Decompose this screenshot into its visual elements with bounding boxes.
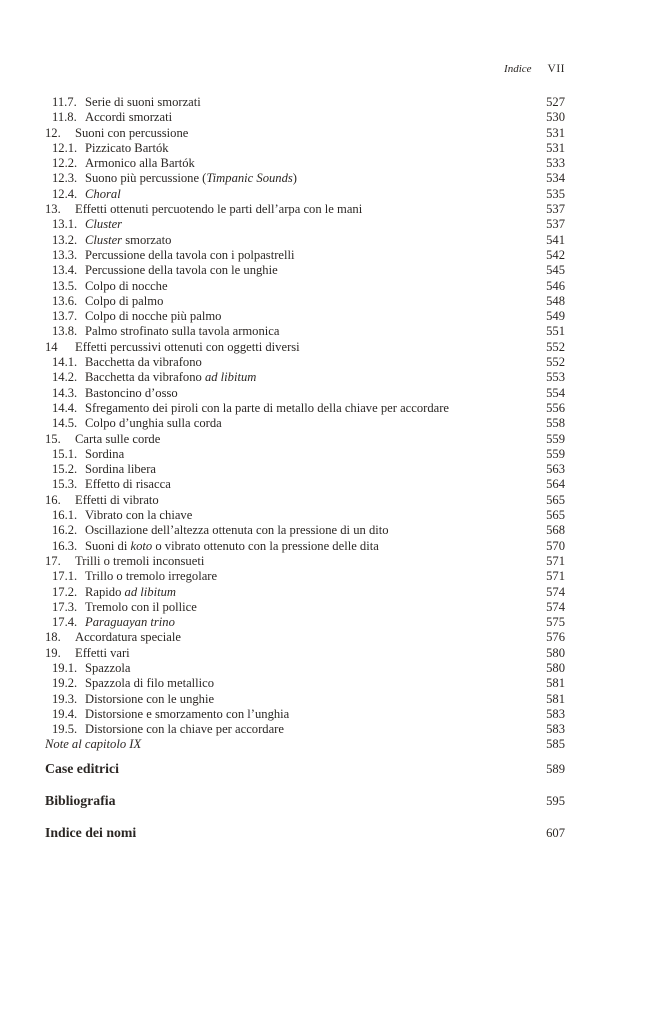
toc-row [45,95,565,110]
toc-row [45,386,565,401]
toc-entry-number: 13.3. [52,247,78,262]
toc-entry-title: Pizzicato Bartók [85,140,169,155]
toc-entry-number: 13.1. [52,217,78,232]
toc-entry-number: 16. [45,492,61,507]
toc-entry-page: 568 [546,523,565,538]
toc-entry-page: 559 [546,431,565,446]
toc-entry-page: 535 [546,186,565,201]
toc-row [45,401,565,416]
toc-entry-title: Distorsione con le unghie [85,691,215,706]
toc-entry-number: 19.2. [52,676,78,691]
toc-entry-number: 13.5. [52,278,78,293]
toc-row [45,661,565,676]
toc-entry-page: 585 [546,737,565,752]
toc-entry-title: Suoni di koto o vibrato ottenuto con la pressione delle dita [85,538,379,553]
toc-entry-title: Oscillazione dell’altezza ottenuta con la pressione di un dito [85,523,389,538]
toc-entry-title: Suono più percussione (Timpanic Sounds) [85,171,297,186]
toc-entry-title: Percussione della tavola con le unghie [85,263,278,278]
toc-entry-number: 16.1. [52,508,78,523]
toc-entry-page: 580 [546,645,565,660]
back-matter-page: 589 [546,762,565,776]
toc-entry-title: Sordina libera [85,462,156,477]
toc-row [45,324,565,339]
toc-entry-title: Palmo strofinato sulla tavola armonica [85,324,280,339]
toc-entry-title: Paraguayan trino [85,615,175,630]
toc-row [45,355,565,370]
toc-entry-title: Trillo o tremolo irregolare [85,569,218,584]
toc-row [45,615,565,630]
toc-entry-number: 19.3. [52,691,78,706]
toc-entry-page: 527 [546,95,565,109]
toc-entry-title: Bacchetta da vibrafono [85,355,202,370]
toc-entry-page: 541 [546,232,565,247]
running-title: Indice [504,63,532,75]
toc-entry-title: Cluster [85,217,123,232]
toc-entry-number: 13.8. [52,324,78,339]
toc-entry-page: 554 [546,385,565,400]
toc-entry-title: Effetti vari [75,645,130,660]
back-matter-page: 595 [546,794,565,808]
toc-entry-title: Note al capitolo IX [45,737,142,752]
toc-entry-number: 14.5. [52,416,78,431]
toc-row [45,722,565,737]
toc-entry-page: 545 [546,263,565,278]
toc-row [45,585,565,600]
toc-row [45,126,565,141]
toc-row [45,110,565,125]
toc-entry-page: 574 [546,599,565,614]
toc-entry-title: Bastoncino d’osso [85,385,178,400]
back-matter-row [45,793,565,809]
toc-entry-title: Bacchetta da vibrafono ad libitum [85,370,257,385]
toc-entry-title: Vibrato con la chiave [85,508,193,523]
toc-row [45,737,565,752]
toc-row [45,370,565,385]
toc-entry-number: 17.3. [52,599,78,614]
toc-entry-title: Distorsione con la chiave per accordare [85,722,284,737]
toc-entry-number: 15.1. [52,446,78,461]
toc-row [45,279,565,294]
toc-row [45,707,565,722]
toc-entry-number: 14.4. [52,400,78,415]
toc-row [45,156,565,171]
toc-entry-number: 19. [45,645,61,660]
toc-entry-number: 13.2. [52,232,78,247]
toc-entry-title: Colpo di palmo [85,293,164,308]
toc-entry-title: Accordi smorzati [85,110,173,125]
back-matter-label: Indice dei nomi [45,825,137,840]
toc-entry-number: 19.1. [52,660,78,675]
toc-entry-page: 553 [546,370,565,385]
toc-entry-title: Spazzola [85,660,131,675]
toc-entry-number: 13.7. [52,309,78,324]
toc-row [45,523,565,538]
back-matter-row [45,825,565,841]
back-matter-list [45,761,565,857]
toc-entry-page: 531 [546,140,565,155]
toc-list [45,95,565,753]
toc-entry-page: 581 [546,691,565,706]
toc-entry-number: 13. [45,202,61,217]
toc-row [45,462,565,477]
toc-row [45,217,565,232]
toc-entry-title: Effetti di vibrato [75,492,159,507]
folio-page-number: VII [547,63,565,75]
back-matter-label: Case editrici [45,761,119,776]
toc-entry-number: 16.3. [52,538,78,553]
toc-entry-page: 565 [546,508,565,523]
toc-entry-number: 12. [45,125,61,140]
toc-entry-number: 11.8. [52,110,77,125]
toc-entry-number: 19.5. [52,722,78,737]
toc-row [45,263,565,278]
toc-entry-number: 12.4. [52,186,78,201]
toc-entry-title: Rapido ad libitum [85,584,176,599]
toc-entry-page: 564 [546,477,565,492]
toc-entry-number: 15. [45,431,61,446]
toc-entry-number: 13.4. [52,263,78,278]
toc-entry-page: 531 [546,125,565,140]
toc-entry-title: Choral [85,186,121,201]
toc-entry-page: 537 [546,202,565,217]
toc-row [45,569,565,584]
toc-entry-page: 551 [546,324,565,339]
toc-entry-page: 565 [546,492,565,507]
toc-row [45,676,565,691]
toc-entry-title: Carta sulle corde [75,431,161,446]
toc-entry-title: Armonico alla Bartók [85,156,195,171]
page-header [45,63,565,75]
toc-entry-page: 570 [546,538,565,553]
toc-entry-title: Distorsione e smorzamento con l’unghia [85,706,290,721]
toc-entry-page: 533 [546,156,565,171]
toc-entry-number: 15.2. [52,462,78,477]
toc-row [45,294,565,309]
toc-row [45,477,565,492]
toc-entry-title: Percussione della tavola con i polpastrelli [85,247,295,262]
toc-entry-page: 559 [546,446,565,461]
back-matter-label: Bibliografia [45,793,116,808]
toc-entry-number: 11.7. [52,95,77,109]
toc-entry-page: 571 [546,569,565,584]
toc-entry-number: 17.1. [52,569,78,584]
toc-entry-page: 552 [546,355,565,370]
toc-entry-page: 571 [546,553,565,568]
toc-entry-number: 16.2. [52,523,78,538]
toc-entry-title: Sordina [85,446,125,461]
toc-entry-number: 12.2. [52,156,78,171]
toc-entry-page: 530 [546,110,565,125]
toc-entry-page: 556 [546,400,565,415]
toc-entry-title: Sfregamento dei piroli con la parte di metallo della chiave per accordare [85,400,450,415]
toc-entry-title: Suoni con percussione [75,125,189,140]
toc-entry-title: Effetto di risacca [85,477,171,492]
toc-row [45,171,565,186]
toc-entry-page: 549 [546,309,565,324]
toc-row [45,233,565,248]
toc-entry-title: Colpo di nocche [85,278,168,293]
toc-entry-title: Effetti percussivi ottenuti con oggetti diversi [75,339,300,354]
toc-entry-number: 17.2. [52,584,78,599]
toc-entry-number: 18. [45,630,61,645]
toc-row [45,447,565,462]
toc-row [45,309,565,324]
toc-entry-page: 581 [546,676,565,691]
toc-entry-page: 583 [546,722,565,737]
toc-entry-title: Colpo di nocche più palmo [85,309,222,324]
toc-entry-title: Colpo d’unghia sulla corda [85,416,222,431]
toc-entry-page: 583 [546,706,565,721]
toc-entry-number: 13.6. [52,293,78,308]
toc-row [45,416,565,431]
toc-entry-number: 14.1. [52,355,78,370]
toc-entry-number: 12.3. [52,171,78,186]
toc-entry-number: 17.4. [52,615,78,630]
toc-entry-page: 552 [546,339,565,354]
toc-row [45,432,565,447]
toc-entry-page: 542 [546,247,565,262]
toc-entry-number: 15.3. [52,477,78,492]
toc-entry-title: Effetti ottenuti percuotendo le parti dell’arpa con le mani [75,202,363,217]
back-matter-page: 607 [546,826,565,840]
toc-entry-number: 14.3. [52,385,78,400]
toc-entry-title: Trilli o tremoli inconsueti [75,553,205,568]
toc-row [45,554,565,569]
toc-row [45,539,565,554]
toc-entry-title: Serie di suoni smorzati [85,95,201,109]
toc-row [45,248,565,263]
toc-row [45,493,565,508]
toc-entry-page: 574 [546,584,565,599]
toc-entry-page: 546 [546,278,565,293]
toc-row [45,187,565,202]
toc-entry-page: 575 [546,615,565,630]
toc-entry-number: 14 [45,339,58,354]
toc-row [45,646,565,661]
toc-row [45,692,565,707]
back-matter-row [45,761,565,777]
toc-row [45,340,565,355]
toc-entry-title: Spazzola di filo metallico [85,676,215,691]
toc-row [45,141,565,156]
toc-entry-page: 534 [546,171,565,186]
toc-entry-title: Cluster smorzato [85,232,172,247]
toc-entry-page: 548 [546,293,565,308]
toc-entry-page: 537 [546,217,565,232]
toc-row [45,600,565,615]
toc-entry-number: 19.4. [52,706,78,721]
toc-entry-page: 563 [546,462,565,477]
toc-entry-page: 576 [546,630,565,645]
toc-row [45,508,565,523]
toc-entry-page: 580 [546,660,565,675]
toc-entry-title: Accordatura speciale [75,630,181,645]
toc-row [45,202,565,217]
toc-entry-page: 558 [546,416,565,431]
toc-entry-number: 12.1. [52,140,78,155]
toc-entry-number: 14.2. [52,370,78,385]
toc-row [45,630,565,645]
toc-entry-title: Tremolo con il pollice [85,599,197,614]
toc-entry-number: 17. [45,553,61,568]
